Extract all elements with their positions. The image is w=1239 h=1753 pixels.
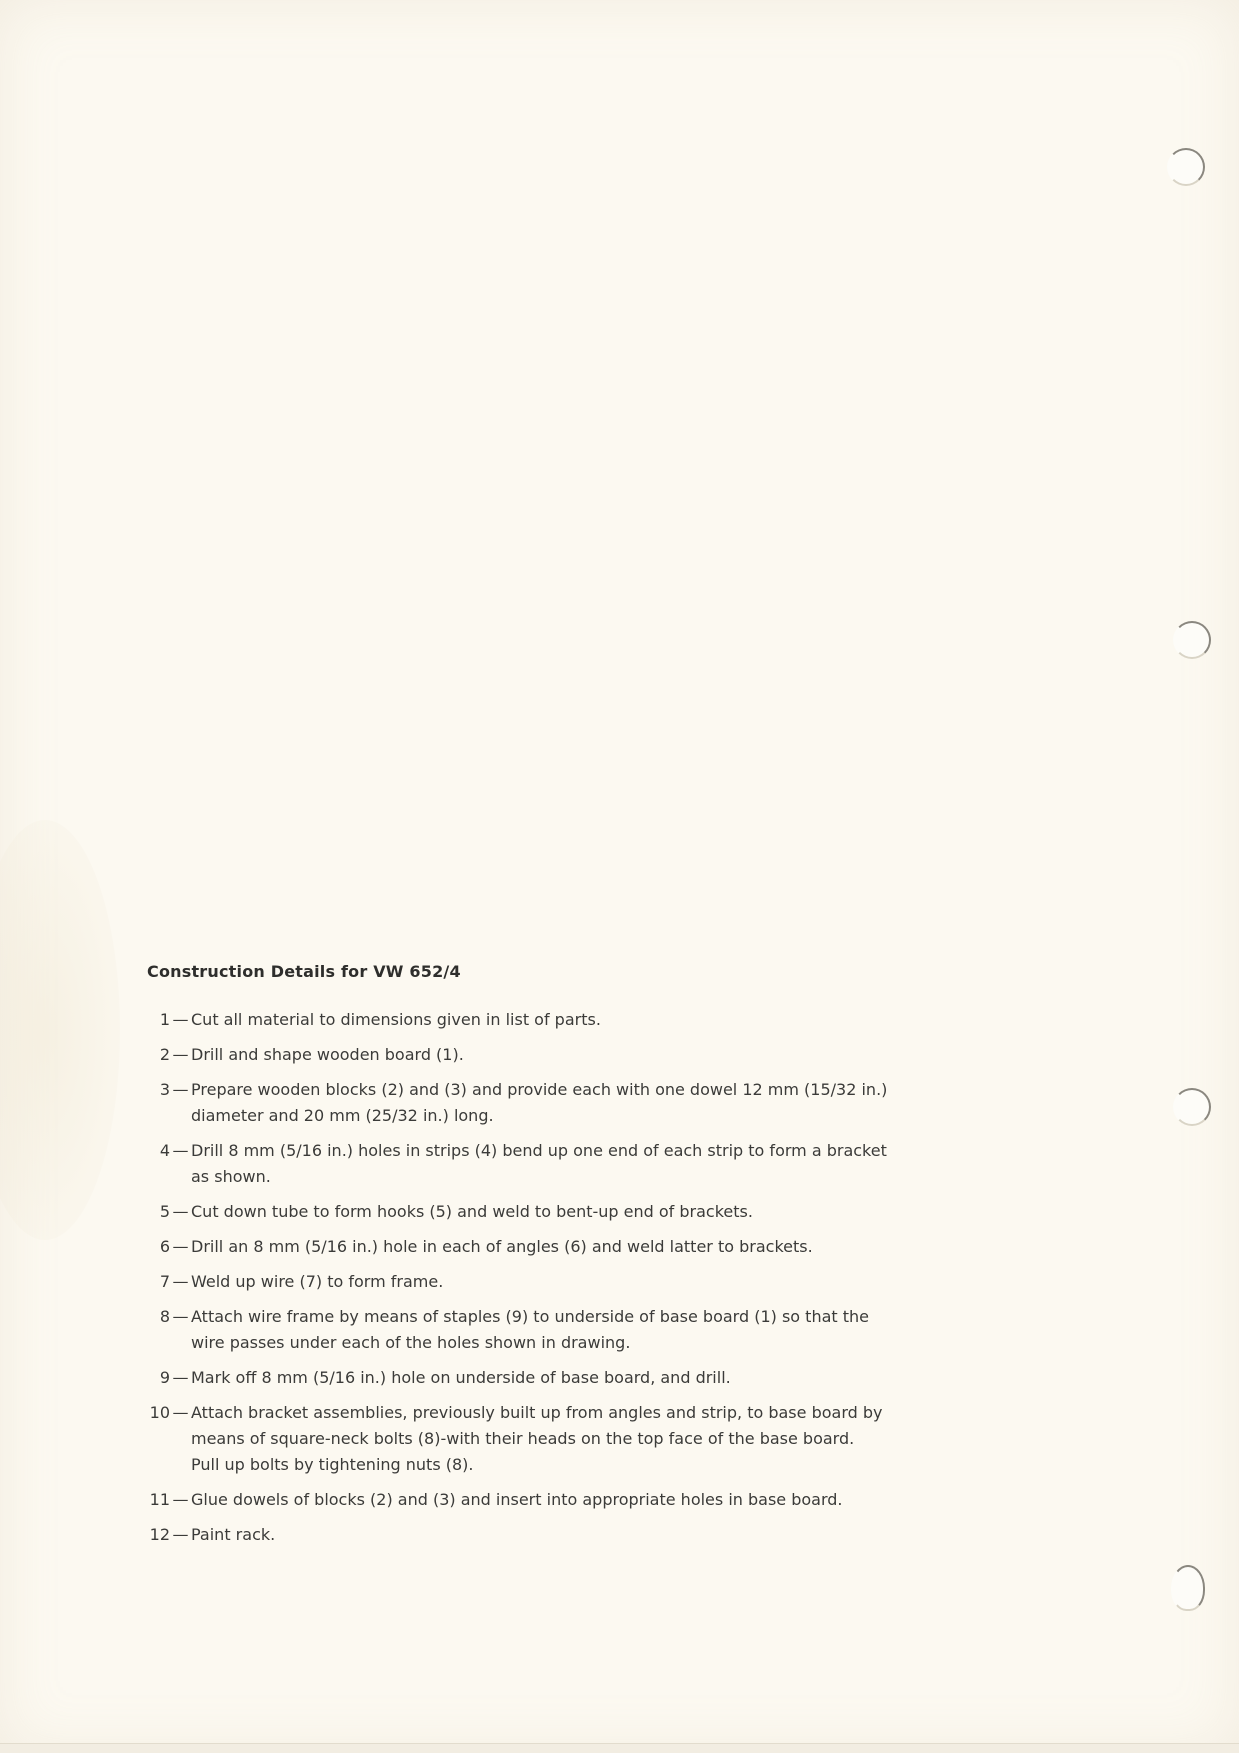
step-number: 6 [159, 1237, 170, 1256]
step-item [147, 1234, 907, 1260]
step-item [147, 1138, 907, 1190]
section-title: Construction Details for VW 652/4 [147, 962, 461, 981]
step-separator: — [172, 1237, 189, 1256]
step-item [147, 1007, 907, 1033]
punch-hole-3 [1173, 1088, 1211, 1126]
step-item [147, 1304, 907, 1356]
step-number: 7 [159, 1272, 170, 1291]
step-item [147, 1042, 907, 1068]
step-text: Attach bracket assemblies, previously built up from angles and strip, to base board by means of square-neck bolts (8)-with their heads on the top face of the base board. Pull up bolts by tightening nuts (8). [191, 1403, 883, 1474]
step-separator: — [172, 1010, 189, 1029]
step-number: 11 [149, 1490, 170, 1509]
step-item [147, 1400, 907, 1478]
step-item [147, 1077, 907, 1129]
steps-list [147, 1007, 907, 1548]
step-number: 1 [159, 1010, 170, 1029]
step-separator: — [172, 1141, 189, 1160]
step-separator: — [172, 1490, 189, 1509]
step-separator: — [172, 1307, 189, 1326]
step-number: 8 [159, 1307, 170, 1326]
step-text: Drill an 8 mm (5/16 in.) hole in each of angles (6) and weld latter to brackets. [191, 1237, 813, 1256]
step-text: Cut all material to dimensions given in list of parts. [191, 1010, 601, 1029]
page-bottom-edge [0, 1743, 1239, 1753]
step-text: Paint rack. [191, 1525, 276, 1544]
step-number: 9 [159, 1368, 170, 1387]
step-text: Drill and shape wooden board (1). [191, 1045, 464, 1064]
step-text: Drill 8 mm (5/16 in.) holes in strips (4) bend up one end of each strip to form a bracket as shown. [191, 1141, 887, 1186]
paper-stain [0, 820, 120, 1240]
step-text: Attach wire frame by means of staples (9) to underside of base board (1) so that the wire passes under each of the holes shown in drawing. [191, 1307, 869, 1352]
step-number: 12 [149, 1525, 170, 1544]
step-separator: — [172, 1045, 189, 1064]
step-separator: — [172, 1080, 189, 1099]
step-item [147, 1522, 907, 1548]
step-number: 4 [159, 1141, 170, 1160]
step-text: Glue dowels of blocks (2) and (3) and insert into appropriate holes in base board. [191, 1490, 843, 1509]
step-separator: — [172, 1368, 189, 1387]
punch-hole-2 [1173, 621, 1211, 659]
step-separator: — [172, 1403, 189, 1422]
punch-hole-1 [1167, 148, 1205, 186]
step-separator: — [172, 1202, 189, 1221]
step-item [147, 1487, 907, 1513]
step-number: 2 [159, 1045, 170, 1064]
step-separator: — [172, 1272, 189, 1291]
step-item [147, 1269, 907, 1295]
step-text: Cut down tube to form hooks (5) and weld to bent-up end of brackets. [191, 1202, 753, 1221]
punch-hole-4 [1171, 1565, 1205, 1611]
step-text: Mark off 8 mm (5/16 in.) hole on underside of base board, and drill. [191, 1368, 731, 1387]
step-item [147, 1199, 907, 1225]
step-text: Weld up wire (7) to form frame. [191, 1272, 444, 1291]
step-separator: — [172, 1525, 189, 1544]
step-number: 10 [149, 1403, 170, 1422]
step-item [147, 1365, 907, 1391]
construction-details-section [147, 962, 907, 1557]
step-number: 3 [159, 1080, 170, 1099]
step-number: 5 [159, 1202, 170, 1221]
step-text: Prepare wooden blocks (2) and (3) and provide each with one dowel 12 mm (15/32 in.) diameter and 20 mm (25/32 in.) long. [191, 1080, 888, 1125]
